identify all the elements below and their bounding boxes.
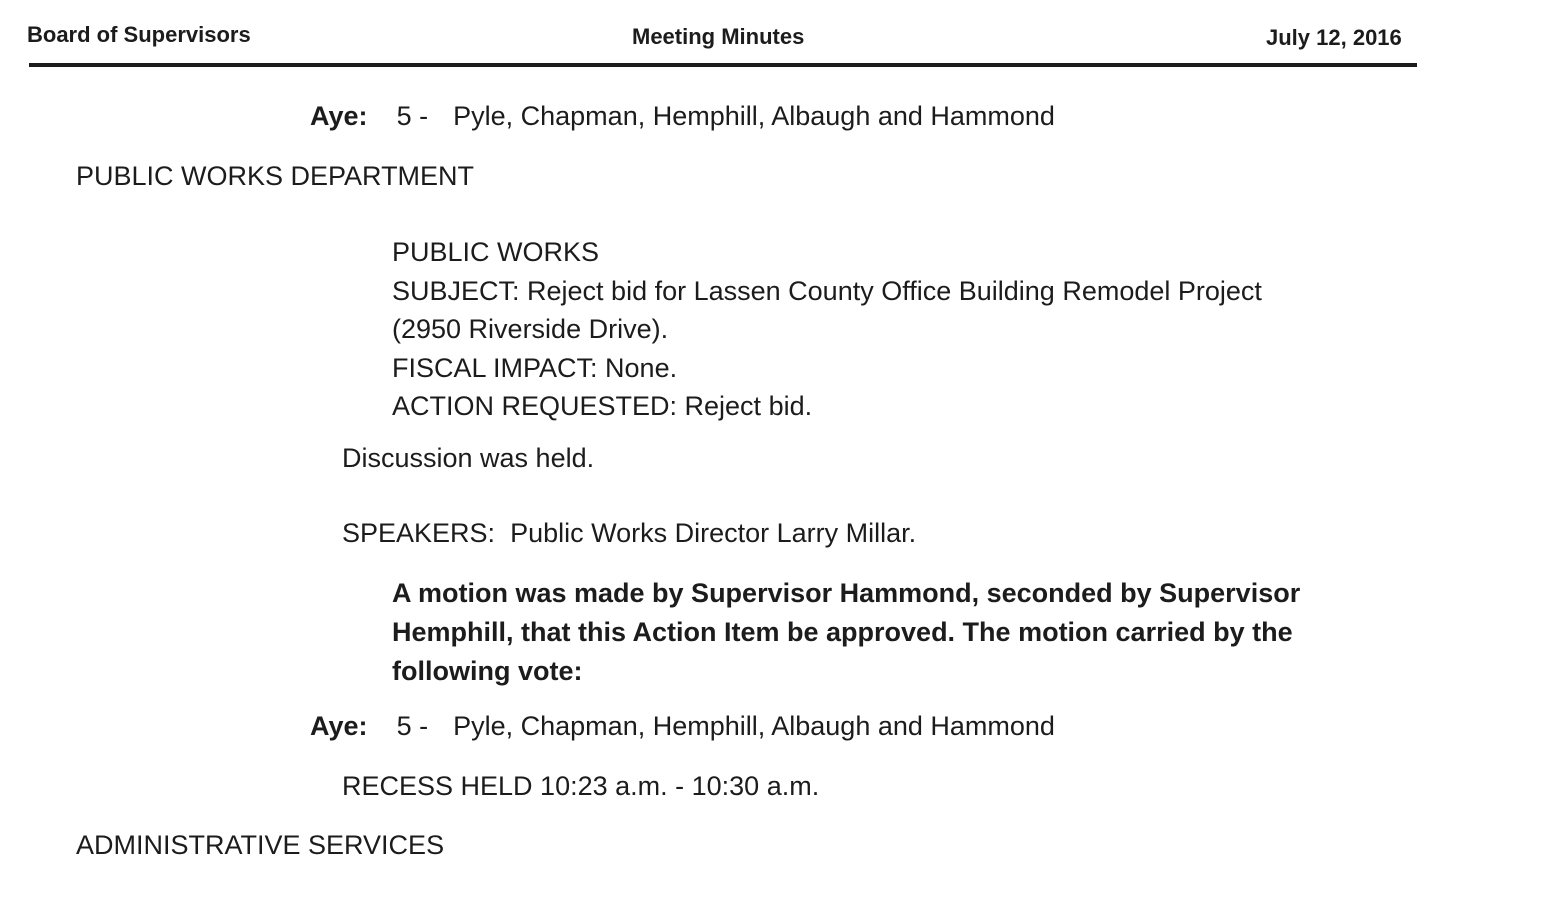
item-action-requested: ACTION REQUESTED: Reject bid. — [392, 391, 813, 421]
motion-text — [392, 574, 1392, 691]
vote-count: 5 - — [396, 101, 429, 131]
vote-row-1 — [310, 101, 1055, 132]
vote-names: Pyle, Chapman, Hemphill, Albaugh and Hammond — [453, 101, 1055, 131]
header-document-type: Meeting Minutes — [632, 24, 805, 49]
item-subject-line-1: SUBJECT: Reject bid for Lassen County Office Building Remodel Project — [392, 275, 1262, 306]
vote-label: Aye: — [310, 101, 368, 131]
agenda-item — [392, 233, 1262, 426]
discussion-note: Discussion was held. — [342, 443, 595, 473]
vote-names: Pyle, Chapman, Hemphill, Albaugh and Hammond — [453, 711, 1055, 741]
item-fiscal-impact: FISCAL IMPACT: None. — [392, 352, 678, 383]
vote-count: 5 - — [396, 711, 429, 741]
section-heading-public-works: PUBLIC WORKS DEPARTMENT — [76, 161, 475, 191]
header-organization: Board of Supervisors — [27, 22, 251, 47]
vote-row-2 — [310, 711, 1055, 742]
vote-label: Aye: — [310, 711, 368, 741]
motion-line-3: following vote: — [392, 656, 583, 686]
section-heading-administrative-services: ADMINISTRATIVE SERVICES — [76, 830, 445, 860]
header-date: July 12, 2016 — [1266, 25, 1402, 50]
header-divider — [29, 63, 1417, 67]
item-subject-line-2: (2950 Riverside Drive). — [392, 314, 669, 344]
motion-line-2: Hemphill, that this Action Item be approved. The motion carried by the — [392, 617, 1293, 647]
item-department: PUBLIC WORKS — [392, 237, 600, 267]
recess-note: RECESS HELD 10:23 a.m. - 10:30 a.m. — [342, 771, 820, 801]
speakers-note: SPEAKERS: Public Works Director Larry Millar. — [342, 518, 917, 548]
motion-line-1: A motion was made by Supervisor Hammond, seconded by Supervisor — [392, 578, 1301, 608]
